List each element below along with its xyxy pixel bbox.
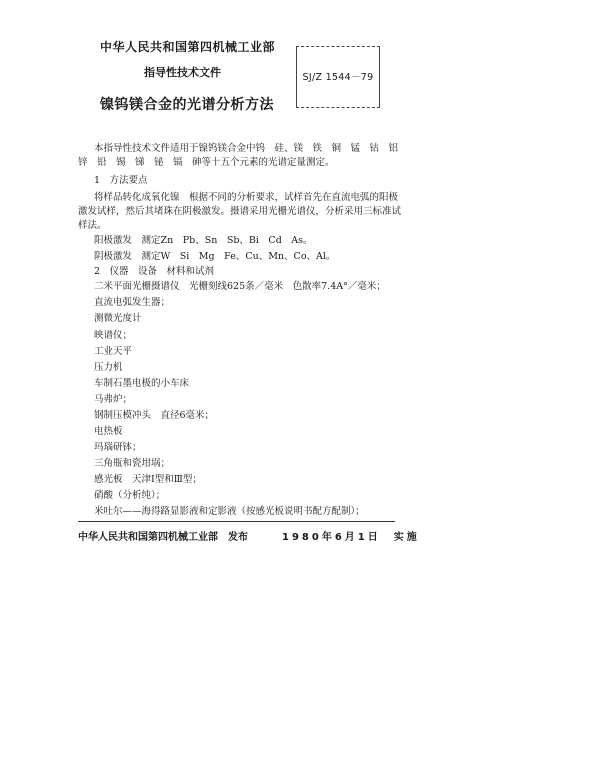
equipment-item: 二米平面光栅摄谱仪 光栅刻线625条／毫米 色散率7.4A°／毫米； [94,281,386,292]
equipment-item: 映谱仪； [94,330,133,341]
anode-excitation: 阳极激发 测定Zn Pb、Sn Sb、Bi Cd As。 [94,235,313,246]
ministry-header: 中华人民共和国第四机械工业部 [100,40,276,54]
section-1-line-2: 激发试样，然后其堵珠在阴极激发。摄谱采用光栅光谱仪，分析采用三标准试 [78,206,402,217]
section-1-line-3: 样法。 [78,220,107,231]
equipment-item: 硝酸（分析纯）； [94,490,166,501]
section-1-title: 1 方法要点 [94,175,148,186]
equipment-item: 电热板 [94,426,123,437]
footer-divider [78,521,395,522]
section-2-title: 2 仪器 设备 材料和试剂 [94,266,215,277]
standard-number: SJ/Z 1544－79 [302,72,374,83]
cathode-excitation: 阴极激发 测定W Si Mg Fe、Cu、Mn、Co、Al。 [94,251,336,262]
section-1-line-1: 将样品转化成氧化镍 根据不同的分析要求，试样首先在直流电弧的阳极 [94,192,399,203]
standard-number-box [296,46,380,108]
document-type: 指导性技术文件 [144,66,221,79]
equipment-item: 马弗炉； [94,394,133,405]
equipment-item: 三角瓶和瓷坩埚； [94,458,171,469]
equipment-item: 直流电弧发生器； [94,297,171,308]
intro-line-1: 本指导性技术文件适用于镍钨镁合金中钨 硅、镁 铁 铜 锰 钴 铝 [94,143,399,154]
document-title: 镍钨镁合金的光谱分析方法 [100,97,274,113]
footer-date: 1980年6月1日 实施 [282,532,420,543]
equipment-item: 压力机 [94,362,123,373]
equipment-item: 玛瑙研钵； [94,442,142,453]
equipment-item: 测微光度计 [94,313,142,324]
equipment-item: 感光板 天津Ⅰ型和Ⅲ型； [94,474,202,485]
equipment-item: 钢制压模冲头 直径6毫米； [94,410,215,421]
equipment-item: 工业天平 [94,346,133,357]
equipment-item: 米吐尔——海得路显影液和定影液（按感光板说明书配方配制）； [94,506,365,517]
equipment-item: 车制石墨电极的小车床 [94,378,190,389]
intro-line-2: 锌 铅 锡 锑 铋 镉 砷等十五个元素的光谱定量测定。 [78,157,335,168]
footer-issuer: 中华人民共和国第四机械工业部 发布 [78,532,248,543]
